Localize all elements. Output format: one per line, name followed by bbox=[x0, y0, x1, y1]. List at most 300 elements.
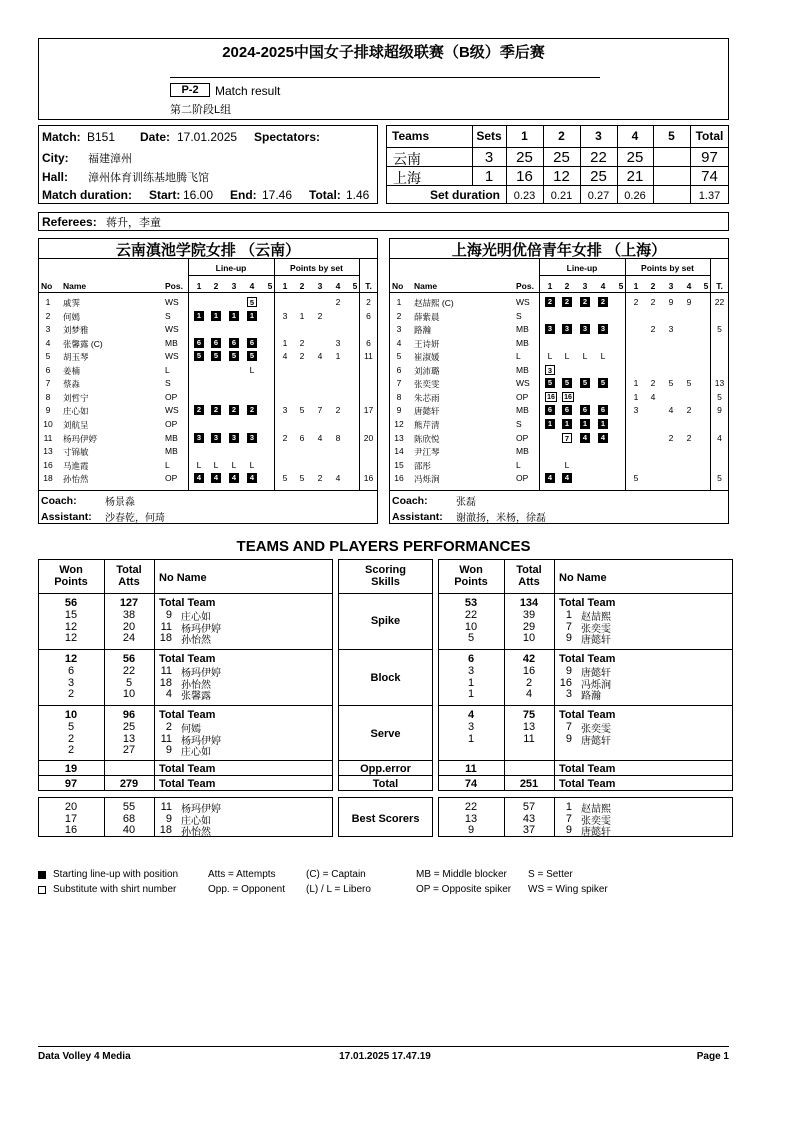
player-position: MB bbox=[165, 446, 178, 457]
points-cell: 4 bbox=[282, 351, 288, 362]
date-value: 17.01.2025 bbox=[177, 130, 238, 144]
skill-won-total: 12 bbox=[64, 653, 78, 665]
lineup-mark: 2 bbox=[247, 405, 257, 415]
libero-mark: L bbox=[564, 459, 570, 470]
lineup-mark: 4 bbox=[229, 473, 239, 483]
skill-player-number: 11 bbox=[160, 732, 172, 745]
player-name: 蔡淼 bbox=[63, 379, 81, 390]
player-name: 马進霞 bbox=[63, 460, 89, 471]
opp-error-value: 19 bbox=[64, 763, 78, 775]
points-cell: 9 bbox=[686, 297, 692, 307]
won-header: Won bbox=[59, 564, 83, 576]
player-number: 7 bbox=[45, 378, 51, 389]
lineup-mark: 4 bbox=[562, 473, 572, 483]
player-number: 1 bbox=[45, 297, 51, 307]
points-cell: 3 bbox=[282, 405, 288, 416]
skill-player-won: 15 bbox=[64, 609, 78, 621]
lineup-mark: 4 bbox=[194, 473, 204, 483]
lineup-mark: 6 bbox=[194, 338, 204, 348]
score-header-3: 2 bbox=[558, 129, 565, 143]
points-cell: 4 bbox=[668, 405, 674, 416]
player-name: 邵彤 bbox=[414, 460, 432, 471]
points-cell: 9 bbox=[668, 297, 674, 307]
footer-page: Page 1 bbox=[696, 1051, 729, 1062]
points-cell: 5 bbox=[686, 378, 692, 389]
points-set-header: 4 bbox=[686, 281, 692, 291]
player-name: 刘梦雅 bbox=[63, 325, 89, 336]
player-name: 杨玛伊婷 bbox=[63, 433, 98, 444]
no-header: No bbox=[41, 281, 53, 291]
skill-total-team: Total Team bbox=[559, 653, 616, 665]
skill-player-number: 16 bbox=[559, 676, 572, 689]
skill-player-name: 孙怡然 bbox=[181, 679, 211, 691]
skill-player-atts: 5 bbox=[125, 676, 133, 689]
player-row bbox=[389, 433, 729, 446]
best-won: 13 bbox=[464, 812, 478, 825]
referees-label: Referees: bbox=[42, 215, 97, 229]
starting-legend-icon bbox=[38, 871, 46, 879]
lineup-mark: 6 bbox=[562, 405, 572, 415]
skill-player-won: 5 bbox=[467, 632, 475, 644]
skill-player-name: 张馨露 bbox=[181, 691, 211, 702]
lineup-mark: 6 bbox=[229, 338, 239, 348]
player-position: WS bbox=[516, 378, 530, 389]
assistant-label: Assistant: bbox=[41, 511, 92, 523]
skill-player-number: 9 bbox=[565, 732, 572, 745]
skill-player-atts: 11 bbox=[523, 732, 535, 745]
best-atts: 43 bbox=[522, 812, 536, 825]
set-duration-cell: 0.21 bbox=[550, 190, 573, 202]
legend-libero: (L) / L = Libero bbox=[306, 884, 371, 895]
lineup-mark: 5 bbox=[598, 378, 608, 388]
libero-mark: L bbox=[564, 351, 570, 362]
skill-name: Spike bbox=[370, 615, 401, 627]
player-name: 王诗妍 bbox=[414, 338, 440, 349]
legend-s: S = Setter bbox=[528, 869, 573, 880]
perf-row-rule bbox=[338, 705, 433, 706]
points-header: Points by set bbox=[641, 263, 694, 273]
player-number: 4 bbox=[396, 337, 402, 348]
footer-rule bbox=[38, 1046, 729, 1047]
lineup-mark: 16 bbox=[562, 392, 574, 402]
legend-substitute: Substitute with shirt number bbox=[53, 884, 177, 895]
player-position: S bbox=[165, 310, 171, 321]
score-set-cell: 21 bbox=[626, 168, 644, 185]
skills-header-2: Skills bbox=[371, 576, 400, 588]
libero-mark: L bbox=[213, 459, 219, 470]
skill-player-name: 孙怡然 bbox=[181, 635, 211, 646]
lineup-set-header: 2 bbox=[213, 281, 219, 291]
roster-title-rule bbox=[38, 258, 378, 259]
t-header: T. bbox=[365, 281, 372, 291]
player-number: 7 bbox=[396, 378, 402, 389]
points-cell: 4 bbox=[317, 351, 323, 362]
lineup-mark: 3 bbox=[562, 324, 572, 334]
perf-row-rule bbox=[438, 760, 733, 761]
won-header-2: Points bbox=[54, 576, 88, 588]
skill-player-atts: 10 bbox=[522, 632, 536, 644]
player-row bbox=[389, 460, 729, 473]
coach-rule bbox=[38, 490, 378, 491]
lineup-mark: 1 bbox=[229, 311, 239, 321]
best-name: 孙怡然 bbox=[181, 827, 211, 838]
perf-row-rule bbox=[438, 593, 733, 594]
legend-op: OP = Opposite spiker bbox=[416, 884, 512, 895]
points-cell: 6 bbox=[299, 432, 305, 443]
header-rule bbox=[389, 292, 729, 293]
points-set-header: 3 bbox=[668, 281, 674, 291]
points-cell: 1 bbox=[633, 391, 639, 402]
best-won: 17 bbox=[64, 812, 78, 825]
skill-atts-total: 134 bbox=[519, 597, 539, 609]
best-atts: 40 bbox=[122, 824, 136, 836]
points-cell: 2 bbox=[317, 310, 323, 321]
points-cell: 2 bbox=[686, 432, 692, 443]
referees-value: 蒋升，李童 bbox=[106, 217, 161, 229]
lineup-mark: 6 bbox=[247, 338, 257, 348]
skill-player-name: 唐懿轩 bbox=[581, 635, 611, 646]
best-name: 唐懿轩 bbox=[581, 827, 611, 838]
player-number: 9 bbox=[396, 405, 402, 416]
libero-mark: L bbox=[600, 351, 606, 362]
total-label: Total bbox=[372, 778, 399, 790]
skill-player-number: 2 bbox=[165, 721, 172, 733]
lineup-set-header: 3 bbox=[231, 281, 237, 291]
rule bbox=[438, 797, 733, 798]
rule bbox=[38, 797, 333, 798]
points-set-header: 1 bbox=[282, 281, 288, 291]
player-row bbox=[38, 378, 378, 391]
lineup-set-header: 5 bbox=[618, 281, 624, 291]
best-number: 1 bbox=[565, 801, 572, 813]
total-won: 74 bbox=[464, 778, 478, 790]
skill-player-number: 18 bbox=[159, 676, 172, 689]
skill-player-number: 9 bbox=[165, 744, 172, 756]
player-row bbox=[38, 351, 378, 364]
skill-won-total: 10 bbox=[64, 709, 78, 721]
points-cell: 5 bbox=[668, 378, 674, 389]
best-number: 7 bbox=[565, 812, 572, 825]
player-number: 13 bbox=[394, 432, 404, 443]
atts-header-2: Atts bbox=[118, 576, 140, 588]
lineup-mark: 6 bbox=[545, 405, 555, 415]
skill-player-name: 杨玛伊婷 bbox=[181, 668, 221, 679]
lineup-mark: 2 bbox=[211, 405, 221, 415]
score-header-5: 4 bbox=[631, 129, 639, 143]
score-set-cell: 16 bbox=[516, 168, 533, 185]
legend-ws: WS = Wing spiker bbox=[528, 884, 608, 895]
player-name: 刘哲宁 bbox=[63, 392, 89, 403]
skill-atts-total: 75 bbox=[522, 709, 536, 721]
coach-name: 杨景淼 bbox=[105, 497, 135, 508]
lineup-mark: 3 bbox=[194, 433, 204, 443]
player-position: L bbox=[516, 351, 521, 362]
player-row bbox=[389, 473, 729, 486]
start-label: Start: bbox=[149, 188, 181, 202]
roster-title-rule bbox=[389, 258, 729, 259]
skill-player-atts: 16 bbox=[522, 665, 536, 677]
skill-player-won: 1 bbox=[467, 732, 475, 745]
player-position: OP bbox=[516, 432, 529, 443]
player-row bbox=[389, 419, 729, 432]
lineup-mark: 1 bbox=[580, 419, 590, 429]
score-row-line bbox=[386, 166, 729, 167]
skill-player-won: 5 bbox=[67, 721, 75, 733]
perf-row-rule bbox=[38, 760, 333, 761]
best-atts: 68 bbox=[122, 812, 136, 825]
best-won: 20 bbox=[64, 801, 78, 813]
player-row bbox=[38, 392, 378, 405]
skill-player-name: 杨玛伊婷 bbox=[181, 623, 221, 635]
points-cell: 1 bbox=[633, 378, 639, 389]
player-number: 3 bbox=[396, 324, 402, 335]
rule bbox=[338, 790, 433, 791]
skill-player-atts: 25 bbox=[122, 721, 136, 733]
player-total: 20 bbox=[363, 432, 374, 443]
assistant-name: 沙春乾，何琦 bbox=[105, 513, 165, 524]
set-duration-label: Set duration bbox=[430, 188, 501, 202]
skill-player-won: 3 bbox=[467, 721, 475, 733]
score-set-cell: 25 bbox=[626, 149, 644, 166]
hall-value: 漳州体育训练基地腾飞馆 bbox=[88, 172, 209, 184]
player-position: S bbox=[516, 418, 522, 429]
player-number: 3 bbox=[45, 324, 51, 335]
skill-player-number: 3 bbox=[565, 688, 572, 700]
player-name: 冯烁涧 bbox=[414, 474, 440, 485]
skill-player-number: 9 bbox=[565, 632, 572, 644]
best-number: 9 bbox=[165, 812, 172, 825]
player-row bbox=[389, 405, 729, 418]
player-total: 6 bbox=[366, 310, 371, 321]
player-number: 8 bbox=[45, 391, 51, 402]
coach-label: Coach: bbox=[392, 495, 428, 507]
skill-player-atts: 4 bbox=[525, 688, 533, 700]
points-cell: 2 bbox=[650, 378, 656, 389]
points-cell: 2 bbox=[317, 473, 323, 484]
score-header-1: Sets bbox=[476, 129, 502, 143]
player-name: 陈欣悦 bbox=[414, 433, 440, 444]
skill-player-atts: 10 bbox=[122, 688, 136, 700]
player-total: 22 bbox=[714, 297, 725, 307]
skill-player-won: 2 bbox=[67, 744, 75, 756]
skill-player-atts: 13 bbox=[122, 732, 136, 745]
player-number: 13 bbox=[43, 446, 53, 457]
lineup-mark: 5 bbox=[194, 351, 204, 361]
skill-player-won: 2 bbox=[67, 688, 75, 700]
player-total: 17 bbox=[363, 405, 374, 416]
player-number: 8 bbox=[396, 391, 402, 402]
lineup-mark: 3 bbox=[229, 433, 239, 443]
lineup-mark: 1 bbox=[247, 311, 257, 321]
lineup-set-header: 3 bbox=[582, 281, 588, 291]
best-number: 9 bbox=[565, 824, 572, 836]
player-name: 姜楠 bbox=[63, 365, 81, 376]
skill-player-number: 4 bbox=[165, 688, 172, 700]
player-position: WS bbox=[516, 297, 530, 307]
city-value: 福建漳州 bbox=[88, 153, 132, 165]
score-header-2: 1 bbox=[521, 129, 528, 143]
player-row bbox=[38, 473, 378, 486]
lineup-mark: 4 bbox=[580, 433, 590, 443]
skill-player-won: 1 bbox=[467, 688, 475, 700]
report-code: P-2 bbox=[170, 83, 210, 97]
atts-header-2: Atts bbox=[518, 576, 540, 588]
points-cell: 2 bbox=[335, 297, 341, 307]
name-header: Name bbox=[63, 281, 87, 291]
player-name: 张奕雯 bbox=[414, 379, 440, 390]
set-duration-cell: 0.27 bbox=[587, 190, 610, 202]
skill-player-number: 1 bbox=[565, 609, 572, 621]
lineup-mark: 1 bbox=[211, 311, 221, 321]
perf-row-rule bbox=[38, 775, 333, 776]
skill-atts-total: 56 bbox=[122, 653, 136, 665]
best-name: 张奕雯 bbox=[581, 815, 611, 827]
footer-timestamp: 17.01.2025 17.47.19 bbox=[339, 1051, 431, 1062]
skill-player-name: 张奕雯 bbox=[581, 724, 611, 735]
skill-player-number: 9 bbox=[165, 609, 172, 621]
player-total: 2 bbox=[366, 297, 371, 307]
points-cell: 3 bbox=[282, 310, 288, 321]
points-cell: 2 bbox=[299, 337, 305, 348]
player-position: OP bbox=[516, 391, 529, 402]
noname-header: No Name bbox=[559, 572, 607, 584]
score-row-line bbox=[386, 185, 729, 186]
lineup-mark: 7 bbox=[562, 433, 572, 443]
pos-header: Pos. bbox=[165, 281, 183, 291]
player-number: 14 bbox=[394, 446, 404, 457]
player-number: 16 bbox=[43, 459, 53, 470]
points-cell: 2 bbox=[650, 324, 656, 335]
lineup-mark: 5 bbox=[247, 351, 257, 361]
score-set-cell: 25 bbox=[553, 149, 570, 166]
player-position: WS bbox=[165, 324, 179, 335]
total-label: Total: bbox=[309, 188, 341, 202]
player-row bbox=[389, 365, 729, 378]
points-cell: 4 bbox=[335, 473, 341, 484]
player-total: 11 bbox=[364, 351, 373, 362]
skill-player-won: 12 bbox=[64, 620, 78, 633]
spectators-label: Spectators: bbox=[254, 130, 321, 144]
lineup-header: Line-up bbox=[215, 263, 247, 273]
score-set-cell: 25 bbox=[516, 149, 533, 166]
lineup-mark: 5 bbox=[247, 297, 257, 307]
player-name: 赵喆熙 (C) bbox=[414, 298, 454, 308]
opp-error-team: Total Team bbox=[159, 763, 216, 775]
sub-header-rule bbox=[539, 275, 710, 276]
perf-row-rule bbox=[438, 705, 733, 706]
score-set-cell: 22 bbox=[590, 149, 607, 166]
libero-mark: L bbox=[547, 351, 553, 362]
stage-label: 第二阶段L组 bbox=[170, 104, 232, 116]
points-set-header: 5 bbox=[703, 281, 709, 291]
player-position: WS bbox=[165, 297, 179, 307]
skill-total-team: Total Team bbox=[559, 597, 616, 609]
libero-mark: L bbox=[582, 351, 588, 362]
roster-title: 云南滇池学院女排 （云南） bbox=[115, 242, 301, 259]
player-row bbox=[389, 378, 729, 391]
player-row bbox=[389, 351, 729, 364]
points-set-header: 2 bbox=[650, 281, 656, 291]
set-duration-cell: 0.23 bbox=[513, 190, 536, 202]
no-header: No bbox=[392, 281, 404, 291]
player-name: 刘航呈 bbox=[63, 419, 89, 430]
libero-mark: L bbox=[231, 459, 237, 470]
player-number: 2 bbox=[45, 310, 51, 321]
skill-player-number: 11 bbox=[160, 665, 172, 677]
skill-player-atts: 29 bbox=[522, 620, 536, 633]
points-cell: 5 bbox=[633, 473, 639, 484]
skill-player-won: 2 bbox=[67, 732, 75, 745]
name-header: Name bbox=[414, 281, 438, 291]
points-cell: 8 bbox=[335, 432, 341, 443]
lineup-set-header: 4 bbox=[249, 281, 255, 291]
player-position: MB bbox=[165, 337, 178, 348]
lineup-set-header: 2 bbox=[564, 281, 570, 291]
skill-total-team: Total Team bbox=[159, 653, 216, 665]
skill-name: Block bbox=[370, 672, 401, 684]
points-set-header: 1 bbox=[633, 281, 639, 291]
best-number: 11 bbox=[160, 801, 172, 813]
pos-header: Pos. bbox=[516, 281, 534, 291]
skill-player-number: 18 bbox=[159, 632, 172, 644]
assistant-name: 谢澈扬，米杨，徐磊 bbox=[456, 513, 546, 524]
best-won: 9 bbox=[467, 824, 475, 836]
rule bbox=[438, 790, 733, 791]
skill-player-won: 1 bbox=[467, 676, 475, 689]
player-position: OP bbox=[165, 473, 178, 484]
player-name: 唐懿轩 bbox=[414, 406, 440, 417]
player-row bbox=[389, 392, 729, 405]
lineup-mark: 3 bbox=[580, 324, 590, 334]
lineup-mark: 2 bbox=[580, 297, 590, 307]
skill-player-won: 22 bbox=[464, 609, 478, 621]
won-header: Won bbox=[459, 564, 483, 576]
lineup-mark: 1 bbox=[598, 419, 608, 429]
player-total: 4 bbox=[717, 432, 722, 443]
lineup-mark: 1 bbox=[545, 419, 555, 429]
best-name: 庄心如 bbox=[181, 815, 211, 827]
lineup-mark: 2 bbox=[562, 297, 572, 307]
lineup-mark: 4 bbox=[598, 433, 608, 443]
skill-player-name: 唐懿轩 bbox=[581, 668, 611, 679]
player-total: 5 bbox=[717, 324, 722, 335]
skill-player-number: 7 bbox=[565, 721, 572, 733]
lineup-set-header: 1 bbox=[196, 281, 202, 291]
perf-row-rule bbox=[38, 705, 333, 706]
skill-won-total: 4 bbox=[467, 709, 475, 721]
total-won: 97 bbox=[64, 778, 78, 790]
lineup-mark: 4 bbox=[211, 473, 221, 483]
player-row bbox=[38, 460, 378, 473]
best-atts: 37 bbox=[522, 824, 536, 836]
points-set-header: 3 bbox=[317, 281, 323, 291]
player-number: 16 bbox=[394, 473, 404, 484]
player-row bbox=[38, 297, 378, 310]
legend-starting: Starting line-up with position bbox=[53, 869, 179, 880]
player-name: 寸锦敏 bbox=[63, 447, 89, 458]
libero-mark: L bbox=[249, 459, 255, 470]
lineup-set-header: 1 bbox=[547, 281, 553, 291]
points-cell: 5 bbox=[299, 405, 305, 416]
score-header-0: Teams bbox=[392, 129, 430, 143]
points-cell: 3 bbox=[668, 324, 674, 335]
total-atts: 279 bbox=[119, 778, 139, 790]
perf-row-rule bbox=[38, 649, 333, 650]
lineup-mark: 6 bbox=[580, 405, 590, 415]
score-set-cell: 12 bbox=[553, 168, 570, 185]
start-value: 16.00 bbox=[183, 188, 214, 202]
skill-player-name: 庄心如 bbox=[181, 747, 211, 758]
